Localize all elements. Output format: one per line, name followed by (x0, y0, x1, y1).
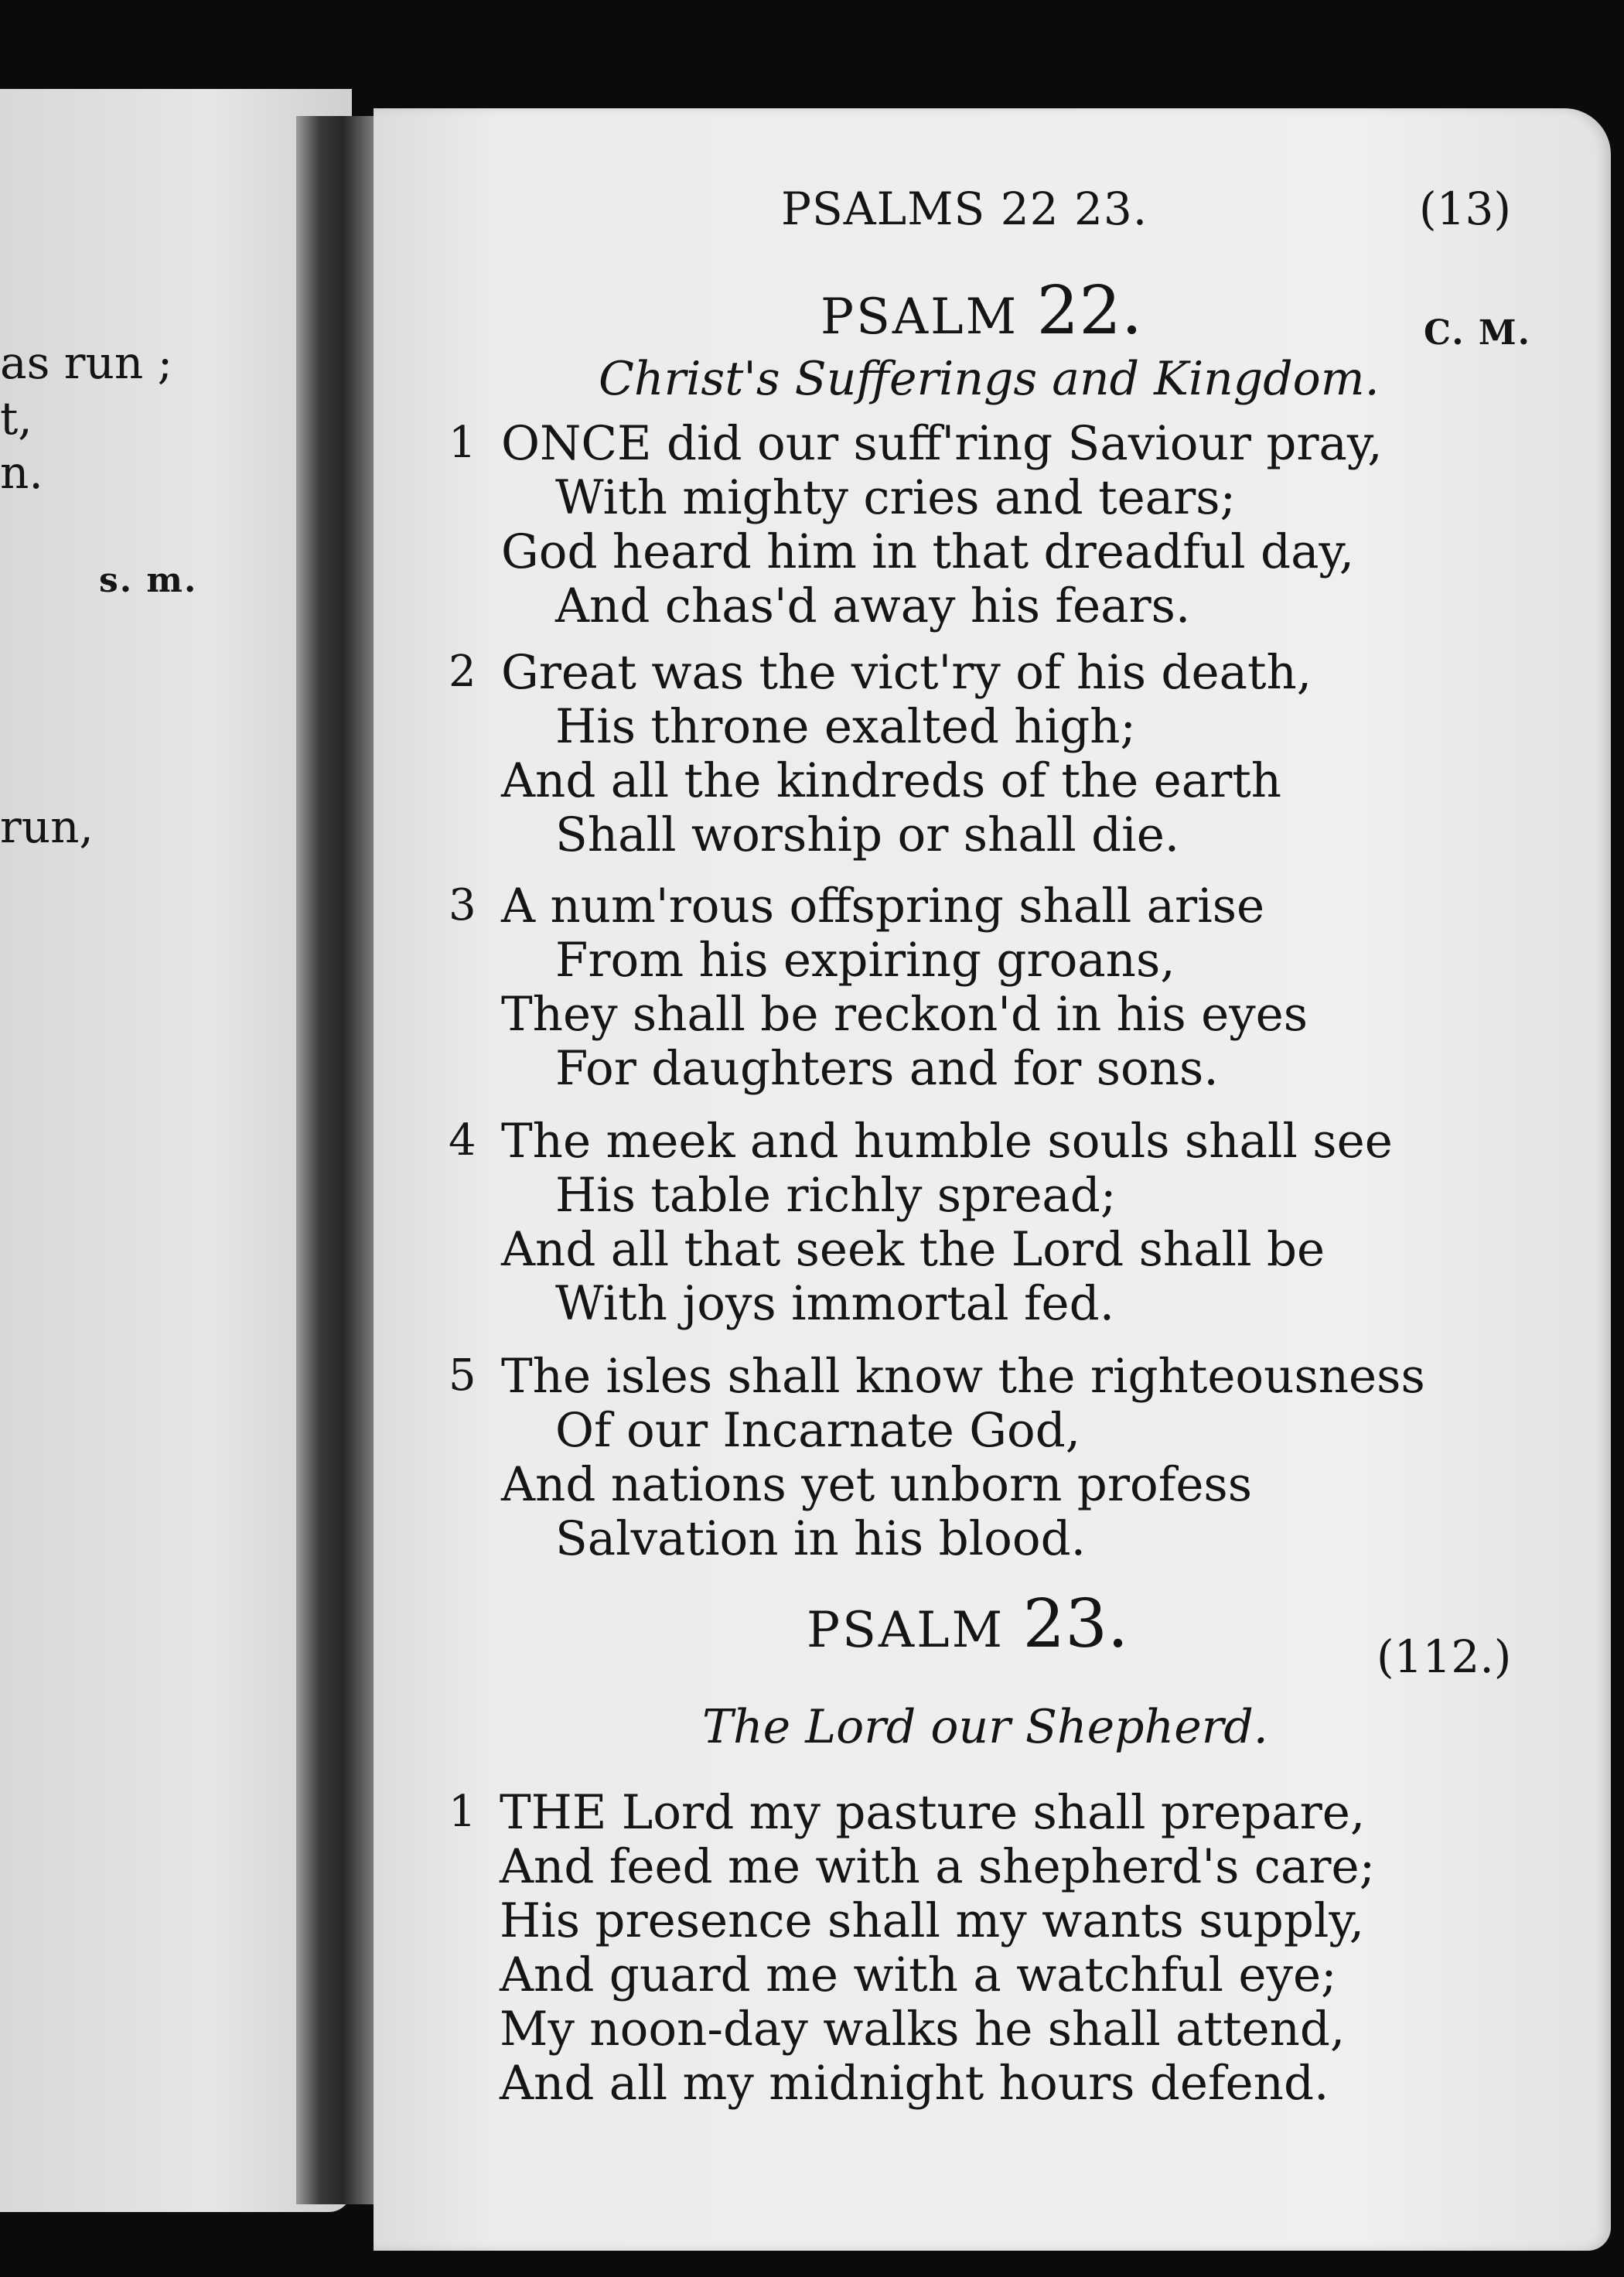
verse-number: 1 (449, 418, 476, 468)
left-page-fragment: run, (0, 801, 94, 853)
verse-number: 2 (449, 647, 476, 697)
verse-line: With joys immortal fed. (555, 1276, 1115, 1331)
verse-number: 3 (449, 880, 476, 930)
psalm-23-tune-ref: (112.) (1377, 1630, 1512, 1683)
verse-line: ONCE did our suff'ring Saviour pray, (501, 416, 1383, 471)
page-number: (13) (1419, 183, 1512, 235)
verse-line: The meek and humble souls shall see (501, 1114, 1393, 1169)
book-gutter (296, 116, 374, 2204)
verse-line: And all the kindreds of the earth (501, 753, 1282, 808)
verse-line: THE Lord my pasture shall prepare, (500, 1785, 1366, 1840)
left-page-fragment: t, (0, 392, 32, 445)
right-page (374, 108, 1611, 2251)
left-page-meter: s. m. (99, 561, 198, 600)
verse-line: His throne exalted high; (555, 699, 1136, 754)
psalm-number: 22. (1036, 272, 1143, 350)
verse-line: His presence shall my wants supply, (500, 1893, 1365, 1948)
verse-line: For daughters and for sons. (555, 1041, 1219, 1096)
verse-line: Of our Incarnate God, (555, 1403, 1081, 1458)
verse-line: And feed me with a shepherd's care; (500, 1839, 1376, 1894)
verse-line: They shall be reckon'd in his eyes (501, 987, 1308, 1042)
psalm-label: PSALM (821, 288, 1019, 346)
verse-line: His table richly spread; (555, 1168, 1117, 1223)
left-page-fragment: n. (0, 446, 43, 499)
verse-number: 5 (449, 1350, 476, 1401)
verse-line: And guard me with a watchful eye; (500, 1948, 1337, 2002)
psalm-22-subtitle: Christ's Sufferings and Kingdom. (599, 352, 1380, 406)
verse-line: Great was the vict'ry of his death, (501, 645, 1312, 700)
psalm-23-subtitle: The Lord our Shepherd. (702, 1700, 1268, 1754)
verse-line: The isles shall know the righteousness (501, 1349, 1425, 1404)
verse-line: And all my midnight hours defend. (500, 2056, 1329, 2111)
verse-number: 4 (449, 1115, 476, 1166)
verse-line: And chas'd away his fears. (555, 579, 1191, 633)
verse-line: God heard him in that dreadful day, (501, 524, 1355, 579)
psalm-number: 23. (1022, 1586, 1129, 1663)
running-title: PSALMS 22 23. (781, 183, 1148, 235)
left-page-fragment: as run ; (0, 336, 173, 389)
verse-line: Salvation in his blood. (555, 1511, 1087, 1566)
verse-line: And all that seek the Lord shall be (501, 1222, 1325, 1277)
verse-line: A num'rous offspring shall arise (501, 879, 1265, 934)
verse-line: With mighty cries and tears; (555, 470, 1237, 525)
verse-line: Shall worship or shall die. (555, 807, 1180, 862)
verse-number: 1 (449, 1787, 476, 1837)
psalm-23-title (807, 1586, 1128, 1663)
psalm-22-title (821, 272, 1142, 350)
verse-line: From his expiring groans, (555, 933, 1175, 988)
psalm-22-meter: C. M. (1424, 313, 1531, 353)
psalm-label: PSALM (807, 1602, 1005, 1659)
verse-line: My noon-day walks he shall attend, (500, 2002, 1346, 2057)
verse-line: And nations yet unborn profess (501, 1457, 1253, 1512)
